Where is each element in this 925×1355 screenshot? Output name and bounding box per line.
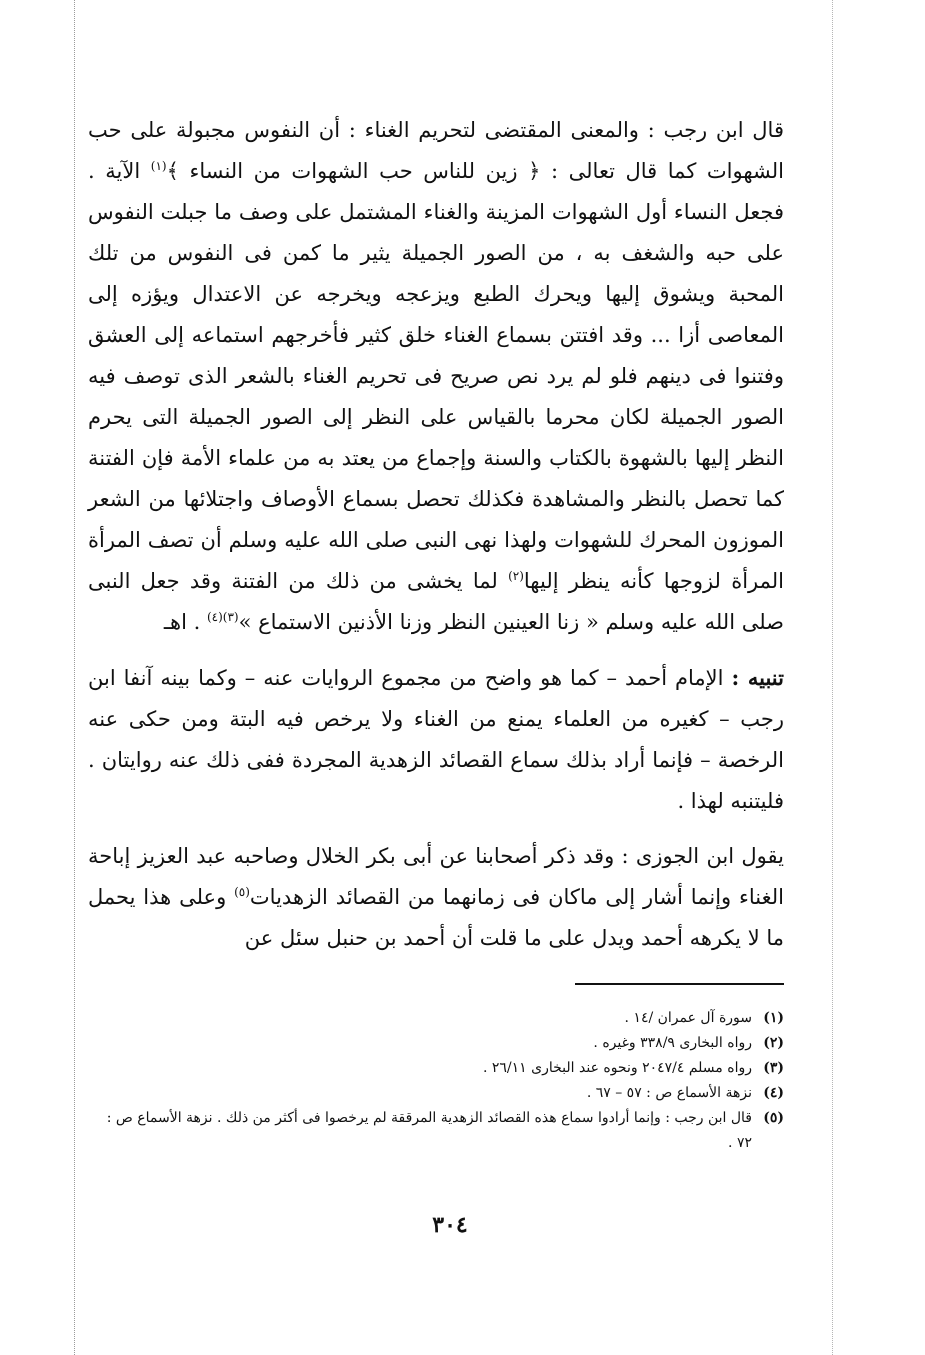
paragraph-1-text-b: الآية . فجعل النساء أول الشهوات المزينة والغناء المشتمل على وصف ما جبلت النفوس على حبه والشغف به ، من الصور الجميلة يثير ما كمن فى النفوس من تلك المحبة ويشوق إليها ويحرك الطبع ويزعجه ويخرجه عن الاعتدال ويؤزه إلى المعاصى أزا ... وقد افتتن بسماع الغناء خلق كثير فأخرجهم استماعه إلى العشق وفتنوا فى دينهم فلو لم يرد نص صريح فى تحريم الغناء بالشعر الذى توصف فيه الصور الجميلة لكان محرما بالقياس على النظر إلى الصور الجميلة التى يحرم النظر إليها بالشهوة بالكتاب والسنة وإجماع من يعتد به من علماء الأمة فإن الفتنة كما تحصل بالنظر والمشاهدة فكذلك تحصل بسماع الأوصاف واجتلائها من الشعر الموزون المحرك للشهوات ولهذا نهى النبى صلى الله عليه وسلم أن تصف المرأة المرأة لزوجها كأنه ينظر إليها xyxy=(88,159,784,593)
paragraph-notice xyxy=(88,657,784,822)
footnote-divider xyxy=(575,983,784,985)
footnote-5 xyxy=(88,1106,784,1156)
paragraph-3-text-b: وعلى هذا يحمل ما لا يكرهه أحمد ويدل على ما قلت أن أحمد بن حنبل سئل عن xyxy=(88,885,784,950)
notice-label: تنبيه : xyxy=(731,665,784,690)
footnote-number: (٣) xyxy=(763,1060,784,1076)
paragraph-2-text: الإمام أحمد – كما هو واضح من مجموع الروايات عنه – وكما بينه آنفا ابن رجب – كغيره من العلماء يمنع من الغناء ولا يرخص فيه البتة ومن حكى عنه الرخصة – فإنما أراد بذلك سماع القصائد الزهدية المجردة ففى ذلك عنه روايتان . فليتنبه لهذا . xyxy=(88,666,784,813)
paragraph-ibn-jawzi xyxy=(88,836,784,959)
footnote-2 xyxy=(88,1031,784,1056)
footnote-text: سورة آل عمران /١٤ . xyxy=(624,1010,752,1026)
footnote-text: قال ابن رجب : وإنما أرادوا سماع هذه القصائد الزهدية المرققة لم يرخصوا فى أكثر من ذلك . نزهة الأسماع ص : ٧٢ . xyxy=(106,1110,752,1151)
footnote-3 xyxy=(88,1056,784,1081)
paragraph-1-text-a: قال ابن رجب : والمعنى المقتضى لتحريم الغناء : أن النفوس مجبولة على حب الشهوات كما قال تعالى : ﴿ زين للناس حب الشهوات من النساء ﴾ xyxy=(88,118,784,183)
footnotes xyxy=(88,1006,784,1156)
footnote-ref-2: (٢) xyxy=(508,569,524,583)
paragraph-1-text-d: . اهـ xyxy=(163,610,207,634)
scan-margin-left xyxy=(74,0,75,1355)
footnote-text: رواه مسلم ٢٠٤٧/٤ ونحوه عند البخارى ٢٦/١١ . xyxy=(482,1060,752,1076)
footnote-number: (٢) xyxy=(763,1035,784,1051)
footnote-ref-1: (١) xyxy=(150,159,167,173)
scan-margin-right xyxy=(832,0,833,1355)
page-body xyxy=(88,110,784,959)
footnote-number: (١) xyxy=(763,1010,784,1026)
footnote-text: رواه البخارى ٣٣٨/٩ وغيره . xyxy=(593,1035,752,1051)
paragraph-3-text-a: يقول ابن الجوزى : وقد ذكر أصحابنا عن أبى بكر الخلال وصاحبه عبد العزيز إباحة الغناء وإنما أشار إلى ماكان فى زمانهما من القصائد الزهديات xyxy=(88,844,784,909)
footnote-4 xyxy=(88,1081,784,1106)
paragraph-ibn-rajab xyxy=(88,110,784,643)
footnote-ref-3-4: (٣)(٤) xyxy=(206,610,239,624)
paragraph-1-text-c: لما يخشى من ذلك من الفتنة وقد جعل النبى صلى الله عليه وسلم « زنا العينين النظر وزنا الأذنين الاستماع » xyxy=(88,569,784,634)
footnote-ref-5: (٥) xyxy=(234,885,250,899)
footnote-number: (٥) xyxy=(763,1110,784,1126)
page-number: ٣٠٤ xyxy=(432,1212,468,1238)
footnote-number: (٤) xyxy=(763,1085,784,1101)
footnote-text: نزهة الأسماع ص : ٥٧ – ٦٧ . xyxy=(586,1085,752,1101)
footnote-1 xyxy=(88,1006,784,1031)
